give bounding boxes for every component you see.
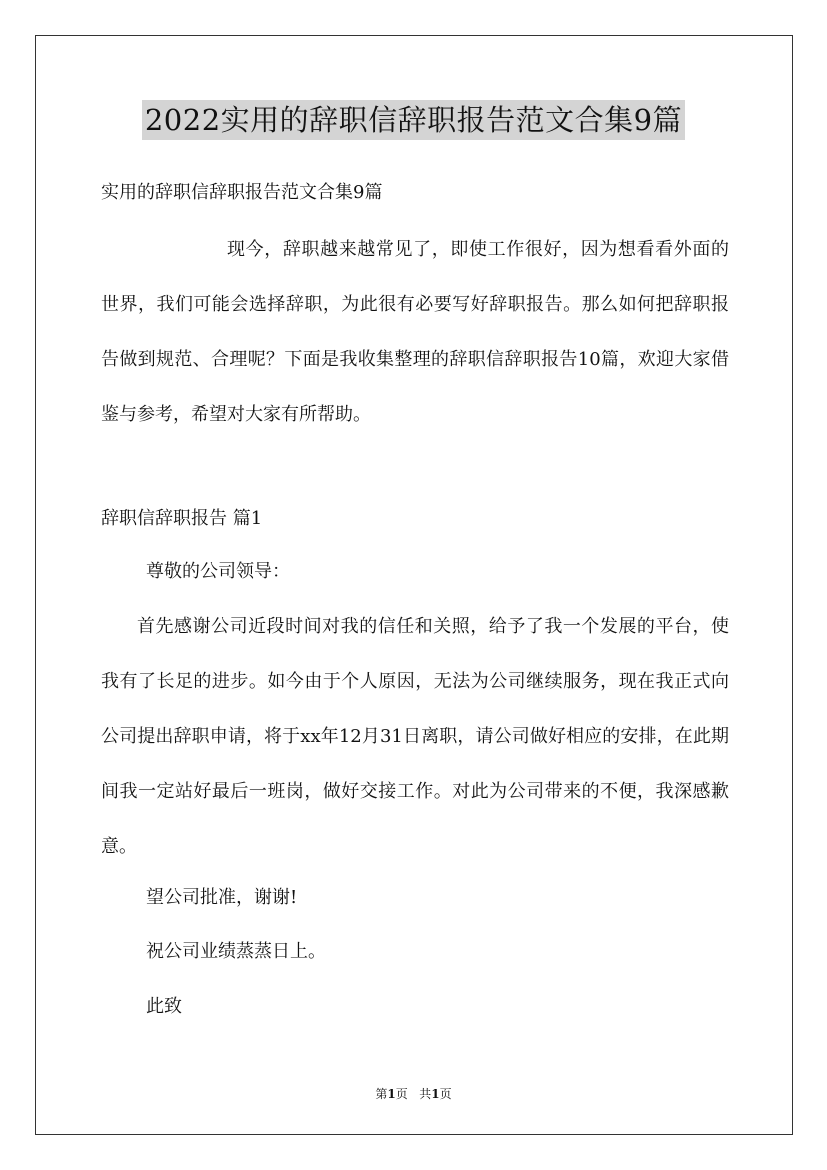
document-title: 2022实用的辞职信辞职报告范文合集9篇: [142, 100, 685, 140]
page-label-prefix: 第: [375, 1087, 388, 1101]
title-container: [0, 100, 827, 140]
page-current: 1: [387, 1087, 396, 1101]
page-label-suffix: 页: [395, 1087, 408, 1101]
wish-line: 祝公司业绩蒸蒸日上。: [146, 941, 326, 962]
document-subtitle: 实用的辞职信辞职报告范文合集9篇: [101, 182, 383, 203]
closing-line: 此致: [146, 996, 182, 1017]
page-total: 1: [431, 1087, 440, 1101]
intro-paragraph: 现今，辞职越来越常见了，即使工作很好，因为想看看外面的世界，我们可能会选择辞职，为此很有必要写好辞职报告。那么如何把辞职报告做到规范、合理呢？下面是我收集整理的辞职信辞职报告10篇，欢迎大家借鉴与参考，希望对大家有所帮助。: [101, 239, 729, 425]
body-paragraph: 首先感谢公司近段时间对我的信任和关照，给予了我一个发展的平台，使我有了长足的进步。如今由于个人原因，无法为公司继续服务，现在我正式向公司提出辞职申请，将于xx年12月31日离职，请公司做好相应的安排，在此期间我一定站好最后一班岗，做好交接工作。对此为公司带来的不便，我深感歉意。: [101, 616, 729, 857]
salutation: 尊敬的公司领导：: [146, 561, 290, 582]
total-label-prefix: 共: [419, 1087, 432, 1101]
request-line: 望公司批准，谢谢!: [146, 887, 298, 908]
total-label-suffix: 页: [439, 1087, 452, 1101]
section-heading: 辞职信辞职报告 篇1: [101, 508, 263, 529]
page-footer: [0, 1086, 827, 1102]
